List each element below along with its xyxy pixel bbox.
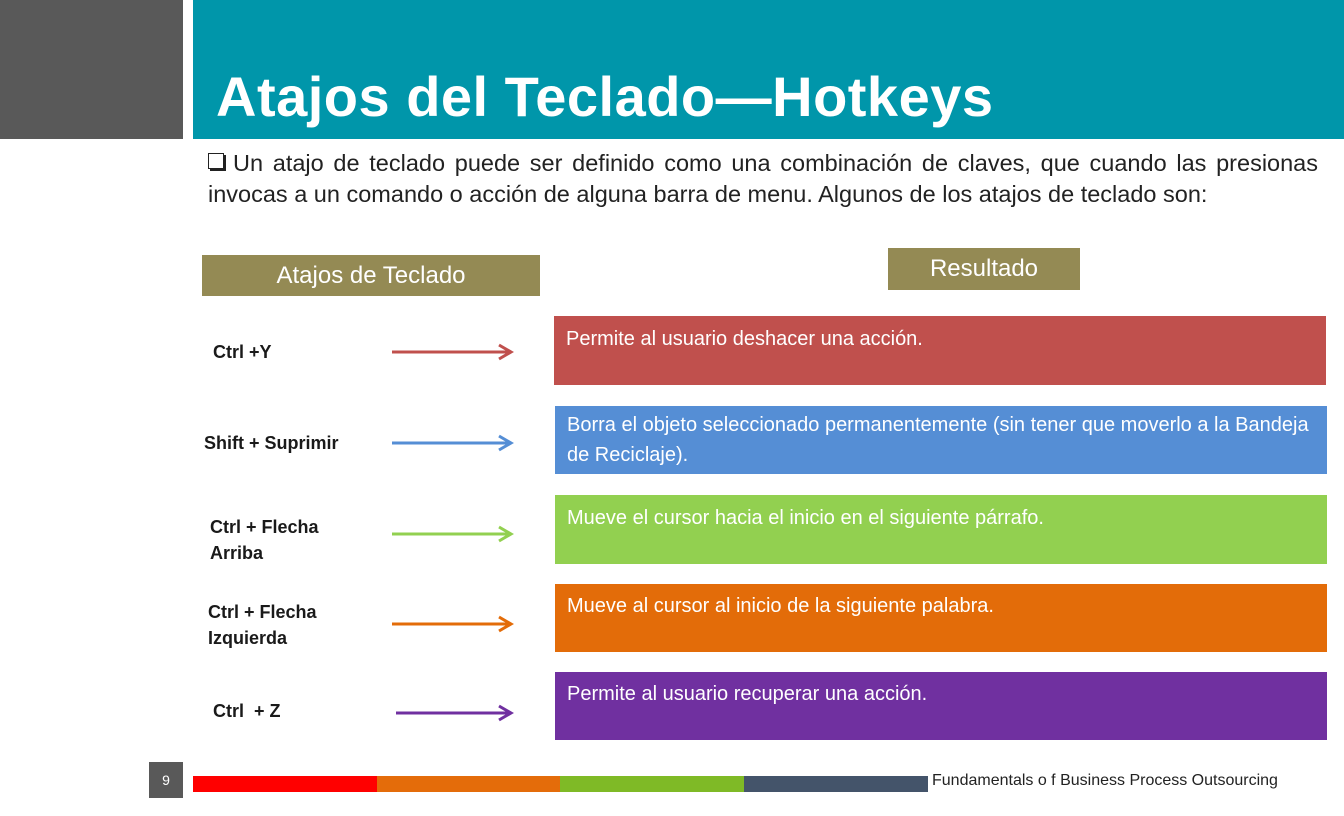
shortcut-key-3: Ctrl + Flecha Arriba (210, 517, 319, 563)
shortcut-key-4: Ctrl + Flecha Izquierda (208, 602, 317, 648)
result-box-3 (555, 495, 1327, 564)
result-text-5: Permite al usuario recuperar una acción. (567, 683, 928, 705)
shortcut-key-5: Ctrl + Z (213, 701, 281, 721)
result-box-4 (555, 584, 1327, 652)
shortcuts-header: Atajos de Teclado (202, 255, 540, 296)
arrow-4 (392, 617, 511, 631)
footer-bar-segment-1 (193, 776, 377, 792)
result-text-3: Mueve el cursor hacia el inicio en el siguiente párrafo. (567, 507, 1044, 529)
intro-text: Un atajo de teclado puede ser definido como una combinación de claves, que cuando las presionas invocas a un comando o acción de alguna barra de menu. Algunos de los atajos de teclado son: (208, 150, 1318, 207)
result-box-1 (554, 316, 1326, 385)
result-text-1: Permite al usuario deshacer una acción. (566, 328, 923, 350)
shortcut-key-2: Shift + Suprimir (204, 433, 339, 453)
footer-bar-segment-4 (744, 776, 928, 792)
arrow-1 (392, 345, 511, 359)
footer-text: Fundamentals o f Business Process Outsourcing (932, 772, 1278, 789)
arrow-2 (392, 436, 511, 450)
result-box-2 (555, 406, 1327, 474)
arrow-5 (396, 706, 511, 720)
arrow-3 (392, 527, 511, 541)
slide-title: Atajos del Teclado—Hotkeys (216, 65, 994, 128)
result-text-4: Mueve al cursor al inicio de la siguiente palabra. (567, 595, 994, 617)
footer-bar-segment-2 (377, 776, 560, 792)
page-number: 9 (149, 762, 183, 798)
result-box-5 (555, 672, 1327, 740)
result-text-2: Borra el objeto seleccionado permanentemente (sin tener que moverlo a la Bandeja de Reciclaje). (567, 414, 1309, 466)
shortcut-key-1: Ctrl +Y (213, 342, 272, 362)
footer-bar-segment-3 (560, 776, 744, 792)
result-header: Resultado (888, 248, 1080, 290)
